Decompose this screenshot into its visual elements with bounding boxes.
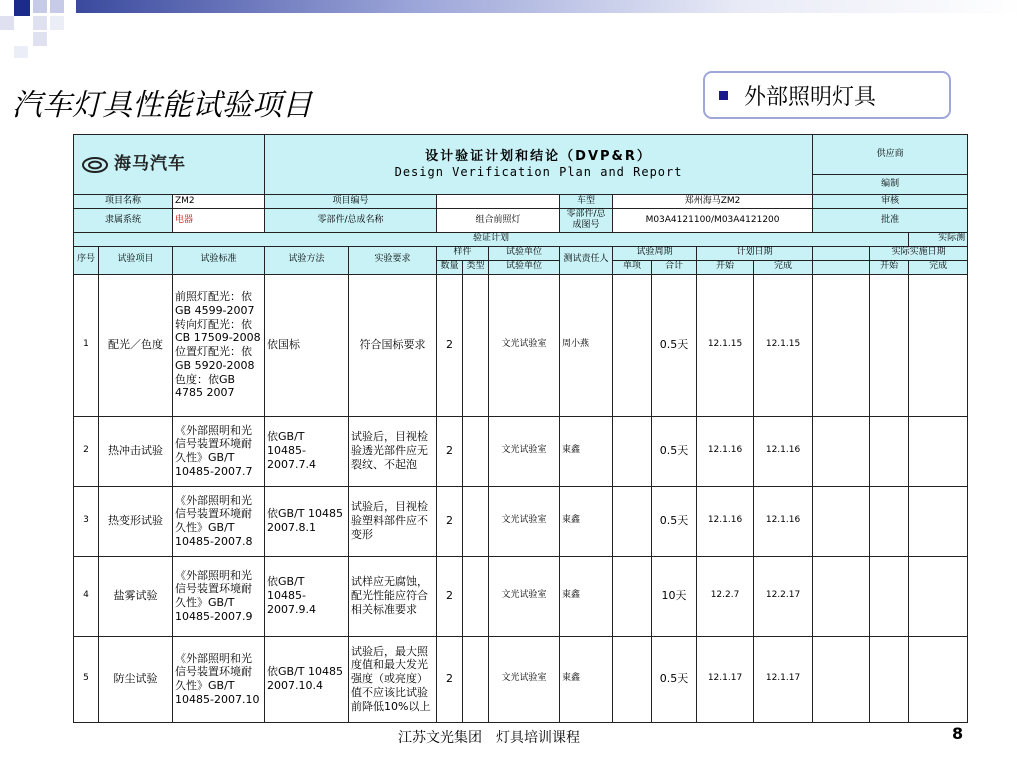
row-unit: 文光试验室 bbox=[489, 416, 560, 486]
col-period: 试验周期 bbox=[613, 246, 697, 260]
col-standard: 试验标准 bbox=[173, 246, 265, 274]
row-actual-end bbox=[909, 556, 968, 636]
row-standard: 《外部照明和光信号装置环境耐久性》GB/T 10485-2007.7 bbox=[173, 416, 265, 486]
system-value: 电器 bbox=[173, 209, 265, 233]
table-row bbox=[74, 274, 968, 416]
row-seq: 5 bbox=[74, 636, 99, 722]
row-blank bbox=[813, 556, 870, 636]
square-bullet-icon bbox=[719, 91, 728, 100]
row-start: 12.2.7 bbox=[697, 556, 754, 636]
col-end: 完成 bbox=[754, 260, 813, 274]
col-seq: 序号 bbox=[74, 246, 99, 274]
row-requirement: 试验后，目视检验塑料部件应不变形 bbox=[349, 486, 437, 556]
row-start: 12.1.15 bbox=[697, 274, 754, 416]
row-start: 12.1.17 bbox=[697, 636, 754, 722]
supplier-label: 供应商 bbox=[813, 135, 968, 175]
row-owner: 東鑫 bbox=[560, 486, 613, 556]
haima-logo-icon bbox=[82, 157, 108, 173]
row-end: 12.1.16 bbox=[754, 486, 813, 556]
row-qty: 2 bbox=[437, 556, 463, 636]
row-owner: 東鑫 bbox=[560, 416, 613, 486]
dvp-document bbox=[73, 134, 966, 713]
partno-label: 零部件/总成图号 bbox=[560, 209, 613, 233]
table-row bbox=[74, 486, 968, 556]
row-method: 依GB/T 10485 2007.8.1 bbox=[265, 486, 349, 556]
row-end: 12.1.17 bbox=[754, 636, 813, 722]
reviewer-label: 审核 bbox=[813, 195, 968, 209]
row-actual-end bbox=[909, 416, 968, 486]
table-row bbox=[74, 416, 968, 486]
plan-label: 验证计划 bbox=[74, 232, 909, 246]
row-seq: 4 bbox=[74, 556, 99, 636]
row-item: 盐雾试验 bbox=[99, 556, 173, 636]
col-start: 开始 bbox=[697, 260, 754, 274]
col-qty: 数量 bbox=[437, 260, 463, 274]
footer-text: 江苏文光集团 灯具培训课程 bbox=[398, 730, 580, 746]
slide-title: 汽车灯具性能试验项目 bbox=[12, 88, 312, 123]
row-end: 12.1.16 bbox=[754, 416, 813, 486]
col-total: 合计 bbox=[652, 260, 697, 274]
col-owner: 测试责任人 bbox=[560, 246, 613, 274]
col-plan-blank-2 bbox=[813, 260, 870, 274]
doc-title-cell bbox=[265, 135, 813, 195]
row-seq: 3 bbox=[74, 486, 99, 556]
row-standard: 《外部照明和光信号装置环境耐久性》GB/T 10485-2007.9 bbox=[173, 556, 265, 636]
row-type bbox=[463, 486, 489, 556]
row-standard: 《外部照明和光信号装置环境耐久性》GB/T 10485-2007.10 bbox=[173, 636, 265, 722]
logo-cell bbox=[74, 135, 265, 195]
row-total: 0.5天 bbox=[652, 274, 697, 416]
row-seq: 2 bbox=[74, 416, 99, 486]
row-single bbox=[613, 636, 652, 722]
vehicle-value: 郑州海马ZM2 bbox=[613, 195, 813, 209]
row-qty: 2 bbox=[437, 416, 463, 486]
category-badge-label: 外部照明灯具 bbox=[744, 84, 877, 110]
dvp-table bbox=[73, 134, 968, 723]
table-row bbox=[74, 556, 968, 636]
row-unit: 文光试验室 bbox=[489, 556, 560, 636]
col-sample: 样件 bbox=[437, 246, 489, 260]
row-end: 12.1.15 bbox=[754, 274, 813, 416]
row-qty: 2 bbox=[437, 486, 463, 556]
project-name-value: ZM2 bbox=[173, 195, 265, 209]
row-actual-start bbox=[870, 636, 909, 722]
logo-text: 海马汽车 bbox=[114, 153, 186, 174]
system-label: 隶属系统 bbox=[74, 209, 173, 233]
row-owner: 東鑫 bbox=[560, 556, 613, 636]
row-total: 0.5天 bbox=[652, 486, 697, 556]
row-requirement: 试验后，最大照度值和最大发光强度（或亮度）值不应该比试验前降低10%以上 bbox=[349, 636, 437, 722]
row-unit: 文光试验室 bbox=[489, 274, 560, 416]
col-single: 单项 bbox=[613, 260, 652, 274]
row-method: 依国标 bbox=[265, 274, 349, 416]
row-blank bbox=[813, 274, 870, 416]
row-unit: 文光试验室 bbox=[489, 636, 560, 722]
row-total: 0.5天 bbox=[652, 416, 697, 486]
col-actual-date: 实际实施日期 bbox=[870, 246, 968, 260]
row-qty: 2 bbox=[437, 636, 463, 722]
row-type bbox=[463, 274, 489, 416]
project-name-label: 项目名称 bbox=[74, 195, 173, 209]
row-item: 热冲击试验 bbox=[99, 416, 173, 486]
row-actual-start bbox=[870, 556, 909, 636]
page-number: 8 bbox=[952, 724, 964, 743]
compiler-label: 编制 bbox=[813, 175, 968, 195]
partno-value: M03A4121100/M03A4121200 bbox=[613, 209, 813, 233]
row-single bbox=[613, 556, 652, 636]
row-requirement: 试验后，目视检验透光部件应无裂纹、不起泡 bbox=[349, 416, 437, 486]
table-row bbox=[74, 636, 968, 722]
row-qty: 2 bbox=[437, 274, 463, 416]
row-item: 配光／色度 bbox=[99, 274, 173, 416]
actual-label: 实际测 bbox=[909, 232, 968, 246]
col-unit-group: 试验单位 bbox=[489, 246, 560, 260]
col-unit: 试验单位 bbox=[489, 260, 560, 274]
row-total: 0.5天 bbox=[652, 636, 697, 722]
category-badge bbox=[703, 71, 951, 119]
row-method: 依GB/T 10485-2007.9.4 bbox=[265, 556, 349, 636]
row-start: 12.1.16 bbox=[697, 416, 754, 486]
row-item: 热变形试验 bbox=[99, 486, 173, 556]
col-plan-date: 计划日期 bbox=[697, 246, 813, 260]
row-actual-end bbox=[909, 486, 968, 556]
row-standard: 前照灯配光：依GB 4599-2007 转向灯配光：依CB 17509-2008 位置灯配光：依GB 5920-2008 色度：依GB 4785 2007 bbox=[173, 274, 265, 416]
row-type bbox=[463, 556, 489, 636]
col-item: 试验项目 bbox=[99, 246, 173, 274]
row-total: 10天 bbox=[652, 556, 697, 636]
vehicle-label: 车型 bbox=[560, 195, 613, 209]
row-start: 12.1.16 bbox=[697, 486, 754, 556]
row-actual-start bbox=[870, 274, 909, 416]
row-seq: 1 bbox=[74, 274, 99, 416]
row-blank bbox=[813, 416, 870, 486]
project-no-value bbox=[437, 195, 560, 209]
row-actual-start bbox=[870, 416, 909, 486]
col-requirement: 实验要求 bbox=[349, 246, 437, 274]
approver-label: 批准 bbox=[813, 209, 968, 233]
row-method: 依GB/T 10485 2007.10.4 bbox=[265, 636, 349, 722]
row-owner: 東鑫 bbox=[560, 636, 613, 722]
row-item: 防尘试验 bbox=[99, 636, 173, 722]
row-blank bbox=[813, 486, 870, 556]
row-owner: 周小燕 bbox=[560, 274, 613, 416]
row-method: 依GB/T 10485-2007.7.4 bbox=[265, 416, 349, 486]
row-standard: 《外部照明和光信号装置环境耐久性》GB/T 10485-2007.8 bbox=[173, 486, 265, 556]
col-actual-start: 开始 bbox=[870, 260, 909, 274]
part-label: 零部件/总成名称 bbox=[265, 209, 437, 233]
row-end: 12.2.17 bbox=[754, 556, 813, 636]
row-single bbox=[613, 274, 652, 416]
col-plan-blank bbox=[813, 246, 870, 260]
col-type: 类型 bbox=[463, 260, 489, 274]
row-type bbox=[463, 416, 489, 486]
row-type bbox=[463, 636, 489, 722]
col-method: 试验方法 bbox=[265, 246, 349, 274]
project-no-label: 项目编号 bbox=[265, 195, 437, 209]
row-actual-start bbox=[870, 486, 909, 556]
row-requirement: 符合国标要求 bbox=[349, 274, 437, 416]
row-single bbox=[613, 416, 652, 486]
row-unit: 文光试验室 bbox=[489, 486, 560, 556]
col-actual-end: 完成 bbox=[909, 260, 968, 274]
row-blank bbox=[813, 636, 870, 722]
row-actual-end bbox=[909, 274, 968, 416]
doc-title-en: Design Verification Plan and Report bbox=[394, 165, 683, 180]
part-value: 组合前照灯 bbox=[437, 209, 560, 233]
doc-title-cn: 设计验证计划和结论（DVP&R） bbox=[425, 148, 652, 164]
header-gradient-bar bbox=[76, 0, 1024, 13]
company-logo bbox=[76, 154, 262, 175]
row-single bbox=[613, 486, 652, 556]
row-actual-end bbox=[909, 636, 968, 722]
row-requirement: 试样应无腐蚀，配光性能应符合相关标准要求 bbox=[349, 556, 437, 636]
